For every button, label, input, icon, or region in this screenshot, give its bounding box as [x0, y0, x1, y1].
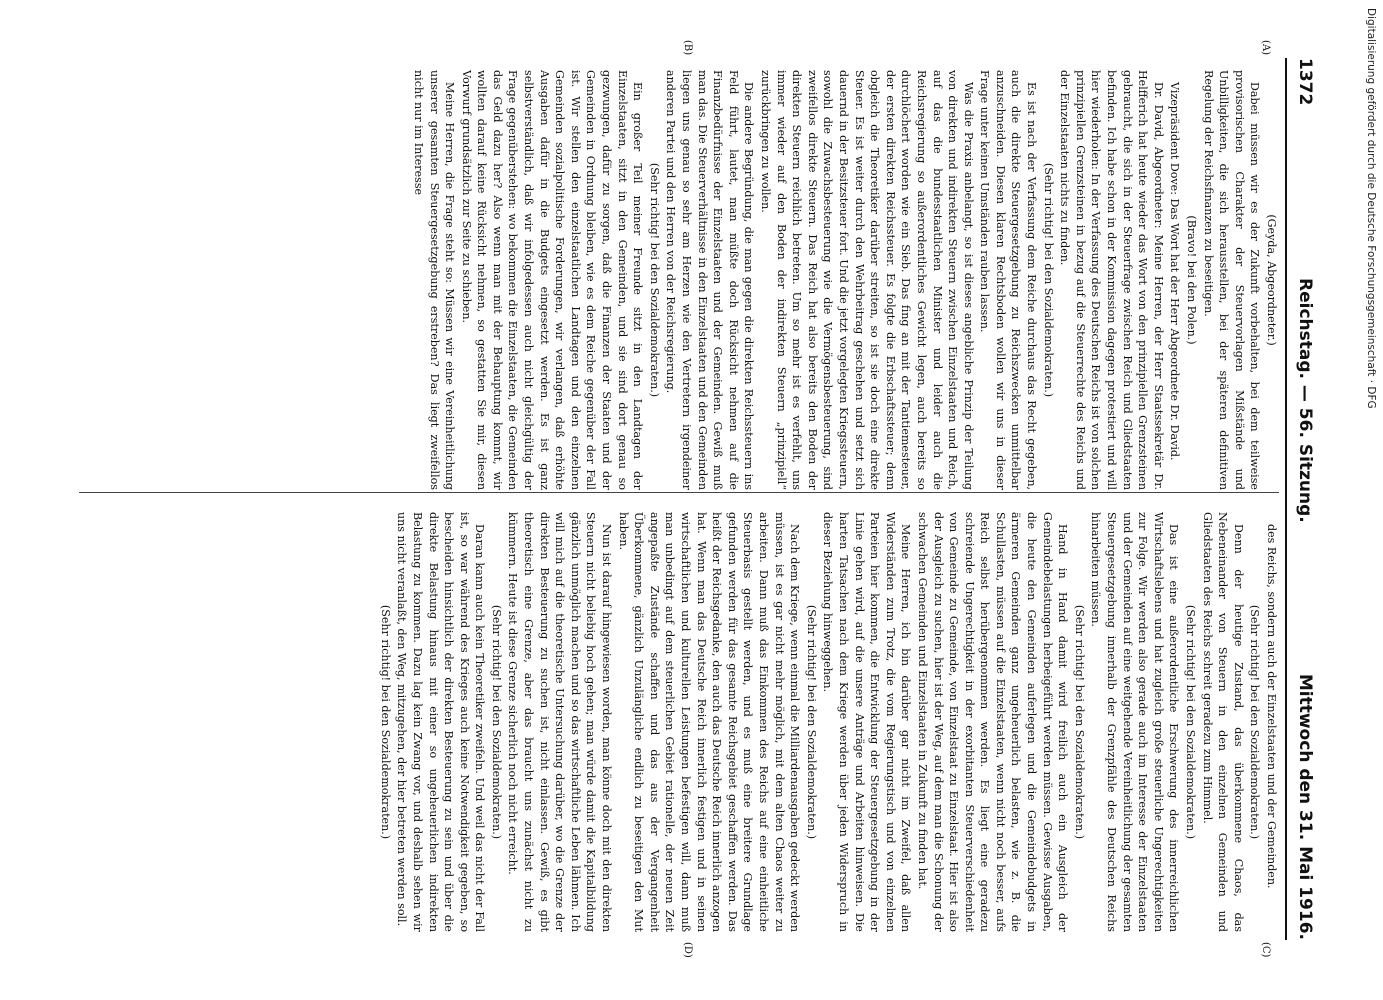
paragraph: Ein großer Teil meiner Freunde sitzt in den Landtagen der Einzelstaaten, sitzt in den Gemeinden, und sie sind dort genau so gezwungen, dafür zu sorgen, daß die Finanzen der Staaten und der Gemeinden in Ordnung bleiben, wie es dem Reiche gegenüber der Fall ist. Wir stellen den einzelstaatlichen Landtagen und den einzelnen Gemeinden sozialpolitische Forderungen, wir verlangen, daß erhöhte Ausgaben dafür in die Budgets eingesetzt werden. Es ist ganz selbstverständlich, daß wir infolgedessen auch nicht gleichgültig der Frage gegenüberstehen: wo bekommen die Einzelstaaten, die Gemeinden das Geld dazu her? Also wenn man mit der Behauptung kommt, wir wollten darauf keine Rücksicht nehmen, so gestatten Sie mir, diesen Vorwurf grundsätzlich zur Seite zu schieben.: [459, 70, 645, 490]
header-rule: [1285, 58, 1287, 940]
margin-mark-b: (B): [682, 40, 693, 56]
interjection: (Sehr richtig! bei den Sozialdemokraten.): [804, 604, 818, 840]
session-date: Mittwoch den 31. Mai 1916.: [1295, 673, 1315, 940]
paragraph: Hand in Hand damit wird freilich auch ein Ausgleich der Gemeindebelastungen herbeigeführt werden müssen. Gewisse Ausgaben, die heute den Gemeinden auferlegen und die Gemeindebudgets in ärmeren Gemeinden ganz ungeheuerlich belasten, wie z. B. die Schullasten, müssen auf die Einzelstaaten, wenn nicht noch besser, aufs Reich selbst herübergenommen werden. Es liegt eine geradezu schreiende Ungerechtigkeit in der exorbitanten Steuerverschiedenheit von Gemeinde zu Gemeinde, von Einzelstaat zu Einzelstaat. Hier ist also der Ausgleich zu suchen, hier ist der Weg, auf dem man die Schonung der schwachen Gemeinden und Einzelstaaten in Zukunft zu finden hat.: [915, 512, 1070, 932]
paragraph: Denn der heutige Zustand, das überkommene Chaos, das Nebeneinander von Steuern in den einzelnen Gemeinden und Gliedstaaten des Reichs schreit geradezu zum Himmel.: [1200, 512, 1245, 932]
paragraph: Die andere Begründung, die man gegen die direkten Reichssteuern ins Feld führt, lautet, man müßte doch Rücksicht nehmen auf die Finanzbedürfnisse der Einzelstaaten und der Gemeinden. Gewiß muß man das. Die Steuerverhältnisse in den Einzelstaaten und den Gemeinden liegen uns genau so sehr am Herzen wie den Vertretern irgendeiner anderen Partei und den Herren von der Reichsregierung.: [664, 70, 756, 490]
interjection: (Sehr richtig! bei den Sozialdemokraten.): [1248, 604, 1262, 840]
interjection: (Sehr richtig! bei den Sozialdemokraten.): [647, 162, 661, 398]
paragraph: Daran kann auch kein Theoretiker zweifeln. Und weil das nicht der Fall ist, so war während des Krieges auch keine Notwendigkeit gegeben, so bescheiden hinsichtlich der direkten Besteuerung zu sein und über die direkte Belastung hinaus mit einer so ungeheuerlichen indirekten Belastung zu kommen. Dazu lag kein Zwang vor, und deshalb sehen wir uns nicht veranlaßt, den Weg, mitzugehen, der hier betreten werden soll.: [395, 512, 487, 932]
interjection: (Sehr richtig! bei den Sozialdemokraten.): [1041, 162, 1055, 398]
speaker-tag: (Geyda, Abgeordneter.): [1265, 214, 1278, 346]
column-divider: [79, 492, 1279, 493]
paragraph: Meine Herren, ich bin darüber gar nicht im Zweifel, daß allen Widerständen zum Trotz, die vom Regierungstisch und von einzelnen Parteien hier kommen, die Entwicklung der Steuergesetzgebung in der Linie gehen wird, auf die unsere Anträge und Arbeiten hinweisen. Die harten Tatsachen nach dem Kriege werden über jeden Widerspruch in dieser Beziehung hinweggehen.: [821, 512, 913, 932]
interjection: (Sehr richtig! bei den Sozialdemokraten.): [378, 604, 392, 840]
paragraph: Meine Herren, die Frage steht so: Müssen wir eine Vereinheitlichung unserer gesamten Steuergesetzgebung erstreben? Das liegt zweifellos nicht nur im Interesse: [411, 70, 457, 490]
page-number: 1372: [1295, 58, 1315, 106]
running-header: [1285, 58, 1315, 940]
paragraph: Nach dem Kriege, wenn einmal die Milliardenausgaben gedeckt werden müssen, ist es gar nicht mehr möglich, mit dem alten Chaos weiter zu arbeiten. Dann muß das Einkommen des Reichs auf eine einheitliche Steuerbasis gestellt werden, und es muß eine breitere Grundlage gefunden werden für das gesamte Reichsgebiet geschaffen werden. Das heißt der Reichsgedanke, den auch das Deutsche Reich innerlich anzogen hat. Wenn man das Deutsche Reich innerlich festigen und in seinen wirtschaftlichen und kulturellen Leistungen befestigen will, dann muß man unbedingt auf dem steuerlichen Gebiet rationelle, der neuen Zeit angepaßte Zustände schaffen und das aus der Vergangenheit Überkommene, gänzlich Unzulängliche endlich zu beseitigen den Mut haben.: [616, 512, 802, 932]
left-column: [79, 70, 1279, 490]
interjection: (Bravo! bei den Polen.): [1185, 215, 1199, 345]
paragraph: Was die Praxis anbelangt, so ist dieses angebliche Prinzip der Teilung von direkten und indirekten Steuern zwischen Einzelstaaten und Reich, auf das die bundesstaatlichen Minister und leider auch die Reichsregierung so außerordentliches Gewicht legen, auch bereits so durchlöchert worden wie ein Sieb. Das fing an mit der Tantiemesteuer, der ersten direkten Reichssteuer. Es folgte die Erbschaftssteuer; denn obgleich die Theoretiker darüber streiten, so ist sie doch eine direkte Steuer. Es ist weiter durch den Wehrbeitrag geschehen und setzt sich dauernd in der Besitzsteuer fort. Und die jetzt vorgelegten Kriegssteuern, sowohl die Zuwachsbesteuerung wie die Vermögensbesteuerung, sind zweifellos direkte Steuern. Das Reich hat also bereits den Boden der direkten Steuern reichlich betreten. Um so mehr ist es verfehlt, uns immer wieder auf den Boden der indirekten Steuern „prinzipiell“ zurückbringen zu wollen.: [759, 70, 975, 490]
paragraph: Dabei müssen wir es der Zukunft vorbehalten, bei dem teilweise provisorischen Charakter der Steuervorlagen Mißstände und Unbilligkeiten, die sich herausstellen, bei der späteren definitiven Regelung der Reichsfinanzen zu beseitigen.: [1201, 70, 1262, 490]
interjection: (Sehr richtig! bei den Sozialdemokraten.): [1072, 604, 1086, 840]
interjection: (Sehr richtig! bei den Sozialdemokraten.): [489, 604, 503, 840]
paragraph: Das ist eine außerordentliche Erschwerung des innerreichlichen Wirtschaftslebens und hat zugleich große steuerliche Ungerechtigkeiten zur Folge. Wir werden also gerade auch im Interesse der Einzelstaaten und der Gemeinden auf eine weitgehende Vereinheitlichung der gesamten Steuergesetzgebung innerhalb der Grenzpfähle des Deutschen Reichs hinarbeiten müssen.: [1089, 512, 1181, 932]
margin-mark-c: (C): [1260, 942, 1271, 958]
paragraph: Es ist nach der Verfassung dem Reiche durchaus das Recht gegeben, auch die direkte Steuergesetzgebung zu Reichszwecken unmittelbar anzuschneiden. Diesen klaren Rechtsboden wollen wir uns in dieser Frage unter keinen Umständen rauben lassen.: [978, 70, 1039, 490]
paragraph: Nun ist darauf hingewiesen worden, man könne doch mit den direkten Steuern nicht beliebig hoch gehen; man würde damit die Kapitalbildung gänzlich unmöglich machen und so das wirtschaftliche Leben lähmen. Ich will mich auf die theoretische Untersuchung darüber, wo die Grenze der direkten Besteuerung zu suchen ist, nicht einlassen. Gewiß, es gibt theoretisch eine Grenze, aber das braucht uns zunächst nicht zu kümmern. Heute ist diese Grenze sicherlich noch nicht erreicht.: [506, 512, 614, 932]
funding-credit: [1360, 8, 1382, 992]
margin-mark-d: (D): [682, 942, 693, 958]
paragraph: des Reichs, sondern auch der Einzelstaaten und der Gemeinden.: [1265, 524, 1278, 889]
paragraph: Vizepräsident Dove: Das Wort hat der Herr Abgeordnete Dr. David.: [1168, 82, 1182, 461]
paragraph: Dr. David, Abgeordneter: Meine Herren, der Herr Staatssekretär Dr. Helfferich hat heute wieder das Wort von den prinzipiellen Grenzsteinen gebraucht, die sich in der Steuerfrage zwischen Reich und Gliedstaaten befinden. Ich habe schon in der Kommission dagegen protestiert und will hier wiederholen: In der Verfassung des Deutschen Reichs ist von solchen prinzipiellen Grenzsteinen in bezug auf die Steuerrechte des Reichs und der Einzelstaaten nichts zu finden.: [1058, 70, 1165, 490]
credit-text: Digitalisierung gefördert durch die Deutsche Forschungsgemeinschaft · DFG: [1365, 8, 1377, 409]
margin-mark-a: (A): [1260, 40, 1271, 56]
interjection: (Sehr richtig! bei den Sozialdemokraten.): [1184, 604, 1198, 840]
right-column: [79, 512, 1279, 932]
session-title: Reichstag. — 56. Sitzung.: [1295, 278, 1315, 523]
